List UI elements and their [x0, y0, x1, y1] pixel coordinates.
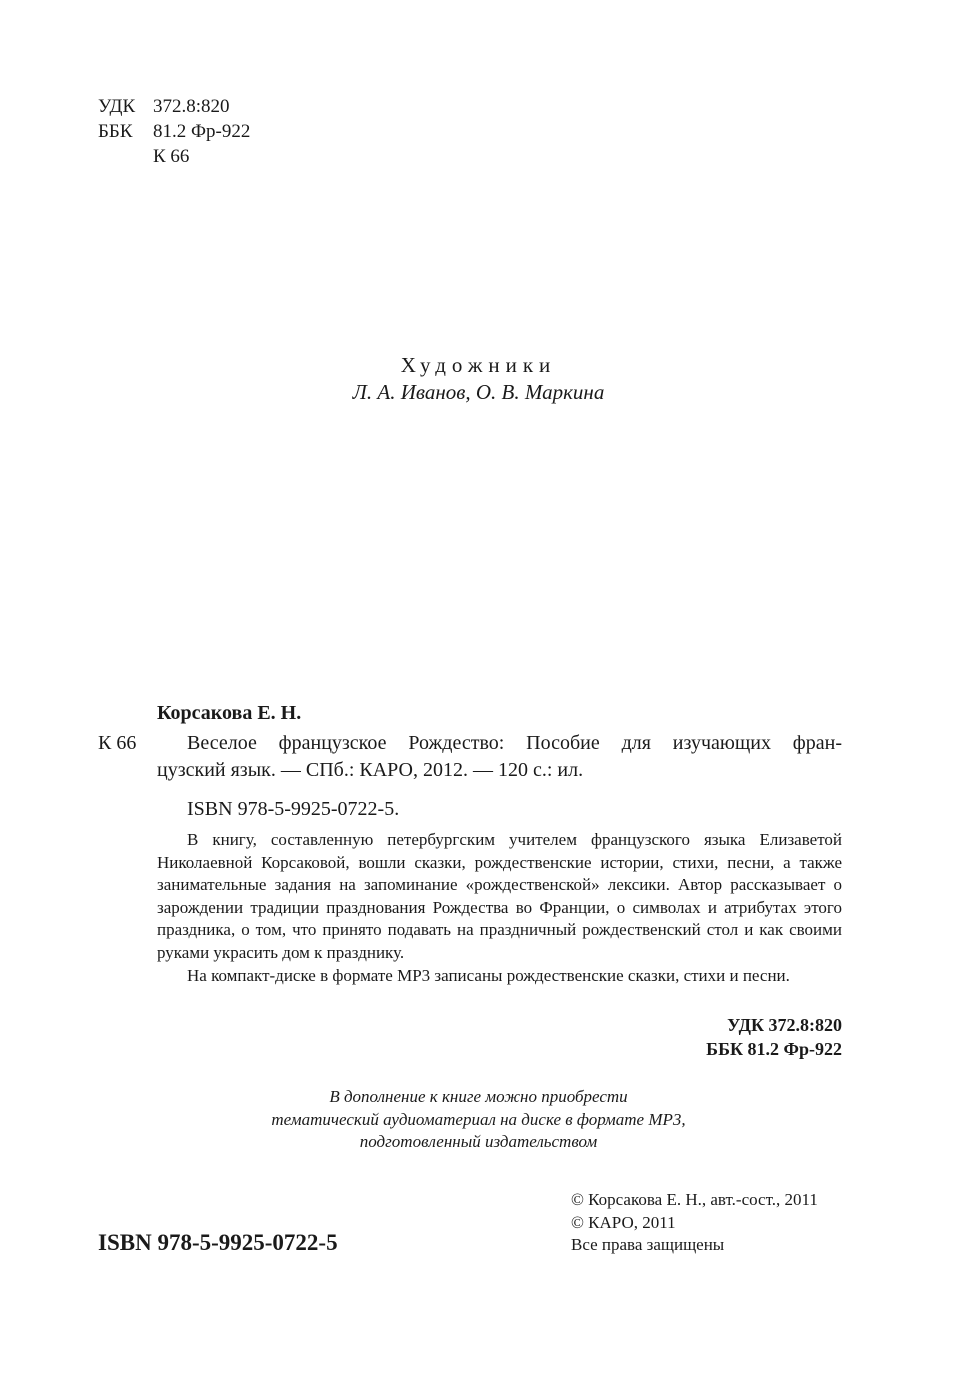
- isbn-main: ISBN 978-5-9925-0722-5: [98, 1230, 338, 1255]
- artists-names: Л. А. Иванов, О. В. Маркина: [352, 380, 605, 404]
- udk-label: УДК: [98, 96, 136, 117]
- catalog-title: [157, 730, 842, 784]
- author-sign-row: [98, 144, 250, 169]
- udk-row: [98, 94, 250, 119]
- udk-value: 372.8:820: [153, 96, 230, 117]
- catalog-isbn: ISBN 978-5-9925-0722-5.: [187, 798, 400, 820]
- bbk-label: ББК: [98, 121, 133, 142]
- author-sign: К 66: [153, 146, 190, 167]
- supplement-line-3: подготовленный издательством: [359, 1132, 598, 1152]
- bbk-value: 81.2 Фр-922: [153, 121, 251, 142]
- copyright-line-1: © Корсакова Е. Н., авт.-сост., 2011: [571, 1190, 818, 1209]
- bbk-row: [98, 119, 250, 144]
- catalog-title-line1: Веселое французское Рождество: Пособие для изучающих фран-: [187, 732, 842, 754]
- annotation: [157, 829, 842, 987]
- classification-block: [98, 94, 250, 169]
- supplement-note: [0, 1086, 957, 1154]
- catalog-title-line2: цузский язык. — СПб.: КАРО, 2012. — 120 с.: ил.: [157, 759, 584, 781]
- copyright-line-2: © КАРО, 2011: [571, 1212, 676, 1232]
- annotation-paragraph-1: В книгу, составленную петербургским учителем французского языка Елизаветой Николаевной Корсаковой, вошли сказки, рождественские истории, стихи, песни, а также занимательные задания на запоминание «рождественской» лексики. Автор рассказывает о зарождении традиции празднования Рождества во Франции, о символах и атрибутах этого праздника, о том, что принято подавать на праздничный рождественский стол и как своими руками украсить дом к празднику.: [157, 830, 842, 962]
- catalog-author: Корсакова Е. Н.: [157, 702, 302, 724]
- supplement-line-2: тематический аудиоматериал на диске в формате MP3,: [271, 1109, 686, 1129]
- annotation-bbk: ББК 81.2 Фр-922: [706, 1039, 842, 1059]
- copyright-line-3: Все права защищены: [571, 1235, 725, 1255]
- artists-block: [0, 352, 957, 406]
- annotation-paragraph-2: На компакт-диске в формате MP3 записаны рождественские сказки, стихи и песни.: [187, 965, 790, 985]
- catalog-code: К 66: [98, 732, 137, 754]
- annotation-udk: УДК 372.8:820: [727, 1015, 842, 1035]
- supplement-line-1: В дополнение к книге можно приобрести: [329, 1087, 628, 1106]
- annotation-codes: [706, 1013, 842, 1061]
- artists-label: Художники: [400, 353, 557, 377]
- copyright-block: [571, 1189, 818, 1257]
